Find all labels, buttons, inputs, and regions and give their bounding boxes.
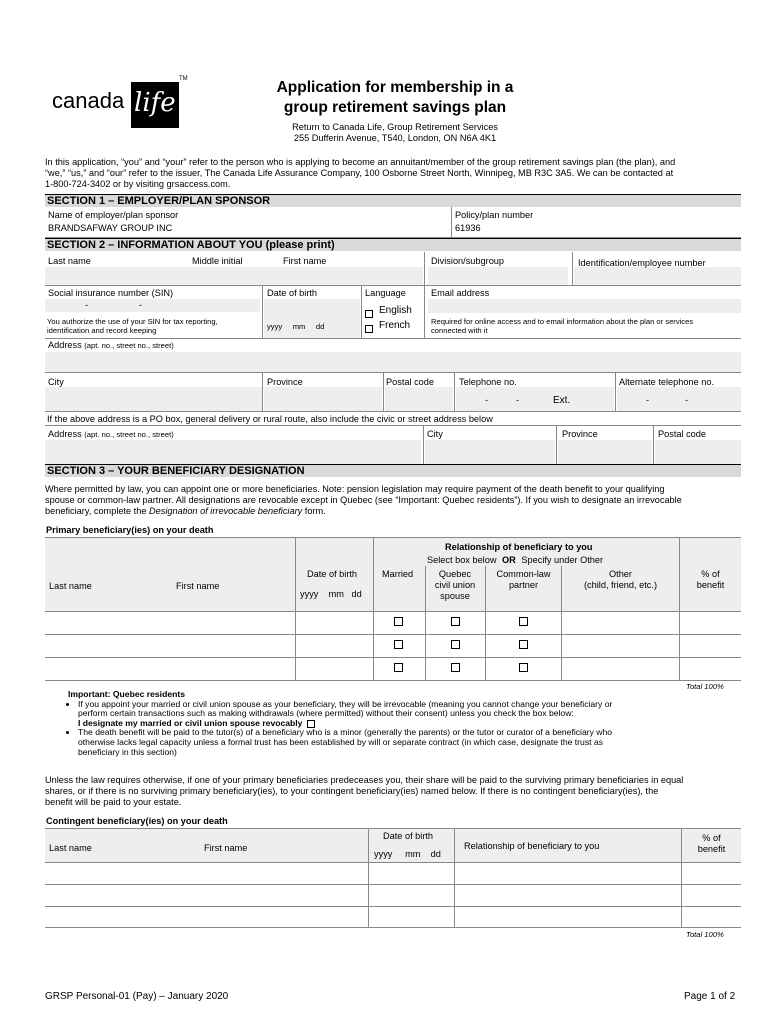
para-line3c: form. bbox=[302, 506, 326, 517]
checkbox-icon bbox=[365, 310, 373, 318]
dob-label: Date of birth bbox=[267, 288, 318, 298]
divider bbox=[679, 538, 680, 680]
policy-value[interactable]: 61936 bbox=[455, 223, 481, 233]
irrevocable-form-name: Designation of irrevocable beneficiary bbox=[149, 506, 303, 517]
important-list bbox=[60, 700, 740, 719]
divider bbox=[424, 285, 425, 338]
sin-note-line2: identification and record keeping bbox=[47, 326, 157, 335]
sin-dash2: - bbox=[139, 300, 143, 310]
para-line3a: beneficiary, complete the bbox=[45, 506, 150, 517]
c-pct2: benefit bbox=[697, 844, 726, 854]
divider bbox=[262, 373, 263, 411]
province-label: Province bbox=[267, 377, 303, 387]
section3-title: SECTION 3 – YOUR BENEFICIARY DESIGNATION bbox=[45, 464, 741, 477]
trademark: TM bbox=[179, 76, 188, 82]
col-quebec2: civil union bbox=[434, 580, 476, 590]
identification-label: Identification/employee number bbox=[578, 258, 706, 268]
revocable-checkbox[interactable] bbox=[307, 720, 315, 728]
quebec-checkbox-3[interactable] bbox=[451, 663, 460, 672]
quebec-checkbox-2[interactable] bbox=[451, 640, 460, 649]
sin-input[interactable] bbox=[45, 299, 260, 312]
postal2-label: Postal code bbox=[658, 429, 707, 439]
french-checkbox[interactable] bbox=[365, 320, 373, 338]
common-law-checkbox-1[interactable] bbox=[519, 617, 528, 626]
imp2-line3: beneficiary in this section) bbox=[78, 746, 177, 757]
brand-word: canada bbox=[52, 88, 125, 113]
contingent-total: Total 100% bbox=[686, 930, 724, 939]
sin-row bbox=[45, 285, 741, 339]
row-divider bbox=[45, 634, 741, 635]
divider bbox=[361, 285, 362, 338]
para-line3 bbox=[45, 506, 745, 517]
row-divider bbox=[45, 611, 741, 612]
alt-dash2: - bbox=[685, 395, 689, 405]
divider bbox=[423, 426, 424, 465]
col-dob-format: yyyy mm dd bbox=[300, 589, 362, 599]
return-line1: Return to Canada Life, Group Retirement Services bbox=[292, 122, 498, 132]
postal-input[interactable] bbox=[385, 387, 453, 411]
employer-value[interactable]: BRANDSAFWAY GROUP INC bbox=[48, 223, 173, 233]
rel-sub-or: OR bbox=[502, 555, 516, 565]
col-common-law bbox=[486, 569, 561, 591]
married-checkbox-1[interactable] bbox=[394, 617, 403, 626]
col-pct2: benefit bbox=[696, 580, 725, 590]
identification-input[interactable] bbox=[574, 267, 741, 285]
policy-label: Policy/plan number bbox=[455, 210, 534, 220]
province2-label: Province bbox=[562, 429, 598, 439]
contingent-col-last: Last name bbox=[49, 843, 92, 853]
col-other1: Other bbox=[609, 569, 632, 579]
married-checkbox-2[interactable] bbox=[394, 640, 403, 649]
important-item-1 bbox=[78, 700, 740, 719]
primary-total: Total 100% bbox=[686, 682, 724, 691]
po-box-note: If the above address is a PO box, general delivery or rural route, also include the civic or street address below bbox=[47, 414, 493, 424]
address-label-text: Address bbox=[48, 340, 82, 350]
section3-paragraph bbox=[45, 484, 745, 518]
row-divider bbox=[45, 862, 741, 863]
intro-line2: “we,” “us,” and “our” refer to the issuer, The Canada Life Assurance Company, 100 Osborne Street North, Winnipeg, MB R3C 3A5. We can be contacted at bbox=[45, 168, 674, 179]
form-title bbox=[240, 78, 550, 118]
return-address bbox=[240, 122, 550, 144]
unless-line1: Unless the law requires otherwise, if one of your primary beneficiaries predeceases you, their share will be paid to the surviving primary beneficiaries in equal bbox=[45, 775, 684, 785]
important-title: Important: Quebec residents bbox=[68, 689, 185, 699]
postal-label: Postal code bbox=[386, 377, 435, 387]
important-list-2 bbox=[60, 728, 740, 757]
rel-sub-a: Select box below bbox=[427, 555, 497, 565]
quebec-notice bbox=[60, 690, 740, 757]
col-percent bbox=[680, 569, 741, 591]
divider bbox=[424, 252, 425, 285]
brand-script: life bbox=[134, 88, 176, 118]
row-divider bbox=[45, 906, 741, 907]
middle-initial-label: Middle initial bbox=[192, 256, 243, 266]
ext-label: Ext. bbox=[553, 395, 571, 406]
contingent-heading: Contingent beneficiary(ies) on your death bbox=[46, 816, 228, 826]
sin-dash1: - bbox=[85, 300, 89, 310]
primary-beneficiary-table bbox=[45, 537, 741, 681]
alt-telephone-input[interactable] bbox=[617, 387, 741, 411]
section2-title: SECTION 2 – INFORMATION ABOUT YOU (please print) bbox=[45, 238, 741, 251]
primary-heading: Primary beneficiary(ies) on your death bbox=[46, 525, 214, 535]
divider bbox=[653, 426, 654, 465]
relationship-sub bbox=[427, 555, 603, 566]
para-line2: spouse or common-law partner. All designations are revocable except in Quebec (see “Important: Quebec residents”). If you wish to designate an irrevocable bbox=[45, 495, 682, 506]
city-input[interactable] bbox=[45, 387, 262, 411]
city-row bbox=[45, 373, 741, 412]
tel-dash2: - bbox=[516, 395, 520, 405]
c-pct1: % of bbox=[702, 833, 721, 843]
section1-title: SECTION 1 – EMPLOYER/PLAN SPONSOR bbox=[45, 194, 741, 207]
email-note-line2: connected with it bbox=[431, 326, 488, 335]
last-name-label: Last name bbox=[48, 256, 91, 266]
address2-input[interactable] bbox=[45, 440, 421, 465]
telephone-label: Telephone no. bbox=[459, 377, 517, 387]
divider bbox=[295, 538, 296, 680]
english-label: English bbox=[379, 305, 412, 316]
checkbox-icon bbox=[365, 325, 373, 333]
name-input-bg[interactable] bbox=[45, 267, 423, 285]
address-hint: (apt. no., street no., street) bbox=[84, 341, 174, 350]
address2-row bbox=[45, 425, 741, 466]
imp2-line1: • The death benefit will be paid to the tutor(s) of a beneficiary who is a minor (generally the parents) or the tutor or curator of a beneficiary who bbox=[78, 727, 613, 738]
title-line1: Application for membership in a bbox=[276, 79, 514, 96]
quebec-checkbox-1[interactable] bbox=[451, 617, 460, 626]
col-quebec bbox=[426, 569, 484, 602]
email-label: Email address bbox=[431, 288, 490, 298]
province2-input[interactable] bbox=[558, 440, 652, 465]
address2-label-text: Address bbox=[48, 429, 82, 439]
address2-label bbox=[48, 429, 174, 440]
intro-paragraph bbox=[45, 157, 745, 191]
dob-input[interactable] bbox=[264, 299, 360, 338]
french-label: French bbox=[379, 320, 411, 331]
divider bbox=[383, 373, 384, 411]
address2-hint: (apt. no., street no., street) bbox=[84, 430, 174, 439]
language-label: Language bbox=[365, 288, 406, 298]
section1-table bbox=[45, 207, 741, 238]
para-line1: Where permitted by law, you can appoint one or more beneficiaries. Note: pension legislation may require payment of the death benefit to your qualifying bbox=[45, 484, 665, 494]
contingent-col-percent bbox=[682, 833, 741, 855]
row-divider bbox=[45, 657, 741, 658]
col-pct1: % of bbox=[701, 569, 720, 579]
col-quebec3: spouse bbox=[440, 591, 470, 601]
common-law-checkbox-2[interactable] bbox=[519, 640, 528, 649]
return-line2: 255 Dufferin Avenue, T540, London, ON N6A 4K1 bbox=[293, 133, 497, 143]
unless-line2: shares, or if there is no surviving primary beneficiary(ies), to your contingent beneficiary(ies) named below. If there is no contingent beneficiary(ies), the bbox=[45, 786, 659, 797]
sin-note-line1: You authorize the use of your SIN for tax reporting, bbox=[47, 317, 218, 326]
important-item-2 bbox=[78, 728, 740, 757]
col-common2: partner bbox=[508, 580, 539, 590]
alt-dash1: - bbox=[646, 395, 650, 405]
contingent-beneficiary-table bbox=[45, 828, 741, 928]
imp2-line2: otherwise lacks legal capacity unless a formal trust has been established by will or separate contract (in which case, designate the trust as bbox=[78, 736, 603, 747]
contingent-col-relationship: Relationship of beneficiary to you bbox=[464, 841, 600, 851]
divider bbox=[373, 538, 374, 680]
divider bbox=[454, 829, 455, 927]
relationship-heading: Relationship of beneficiary to you bbox=[445, 542, 593, 552]
contingent-col-dob-format: yyyy mm dd bbox=[374, 849, 441, 859]
divider bbox=[615, 373, 616, 411]
unless-line3: benefit will be paid to your estate. bbox=[45, 797, 182, 808]
alt-telephone-label: Alternate telephone no. bbox=[619, 377, 715, 387]
canada-life-logo bbox=[52, 74, 192, 134]
divider bbox=[556, 426, 557, 465]
city2-label: City bbox=[427, 429, 443, 439]
divider bbox=[368, 829, 369, 927]
revocable-label: I designate my married or civil union spouse revocably bbox=[78, 717, 303, 728]
col-quebec1: Quebec bbox=[438, 569, 472, 579]
brand-script-box bbox=[131, 82, 179, 128]
col-common1: Common-law bbox=[496, 569, 551, 579]
intro-line1: In this application, “you” and “your” refer to the person who is applying to become an annuitant/member of the group retirement savings plan (the plan), and bbox=[45, 157, 676, 167]
divider bbox=[572, 252, 573, 285]
dob-format: yyyy mm dd bbox=[267, 322, 325, 331]
division-input[interactable] bbox=[428, 267, 568, 285]
intro-line3: 1-800-724-3402 or by visiting grsaccess.com. bbox=[45, 179, 231, 190]
form-id: GRSP Personal-01 (Pay) – January 2020 bbox=[45, 991, 229, 1002]
imp1-line2: perform certain transactions such as making withdrawals (where permitted) without their consent) unless you check the box below: bbox=[78, 708, 574, 719]
col-married: Married bbox=[382, 569, 414, 579]
contingent-col-dob: Date of birth bbox=[383, 831, 434, 841]
divider bbox=[451, 207, 452, 237]
col-other2: (child, friend, etc.) bbox=[583, 580, 657, 590]
rel-sub-b: Specify under Other bbox=[521, 555, 604, 565]
unless-paragraph bbox=[45, 775, 745, 809]
address-input[interactable] bbox=[45, 352, 741, 372]
common-law-checkbox-3[interactable] bbox=[519, 663, 528, 672]
contingent-col-first: First name bbox=[204, 843, 248, 853]
address-label bbox=[48, 340, 174, 351]
division-label: Division/subgroup bbox=[431, 256, 505, 266]
address-row bbox=[45, 338, 741, 373]
divider bbox=[454, 373, 455, 411]
province-input[interactable] bbox=[264, 387, 382, 411]
row-divider bbox=[45, 884, 741, 885]
postal2-input[interactable] bbox=[655, 440, 741, 465]
employer-label: Name of employer/plan sponsor bbox=[48, 210, 179, 220]
page-number: Page 1 of 2 bbox=[684, 991, 736, 1002]
divider bbox=[262, 285, 263, 338]
col-dob: Date of birth bbox=[307, 569, 358, 579]
title-line2: group retirement savings plan bbox=[283, 99, 507, 116]
tel-dash1: - bbox=[485, 395, 489, 405]
first-name-label: First name bbox=[283, 256, 327, 266]
imp1-line1: • If you appoint your married or civil union spouse as your beneficiary, they will be irrevocable (meaning you cannot change your beneficiary or bbox=[78, 698, 613, 709]
email-note-line1: Required for online access and to email information about the plan or services bbox=[431, 317, 694, 326]
email-input[interactable] bbox=[428, 299, 741, 313]
sin-label: Social insurance number (SIN) bbox=[48, 288, 174, 298]
col-other bbox=[562, 569, 679, 591]
city2-input[interactable] bbox=[425, 440, 555, 465]
col-last-name: Last name bbox=[49, 581, 92, 591]
telephone-input[interactable] bbox=[456, 387, 614, 411]
city-label: City bbox=[48, 377, 64, 387]
name-row bbox=[45, 252, 741, 286]
married-checkbox-3[interactable] bbox=[394, 663, 403, 672]
col-first-name: First name bbox=[176, 581, 220, 591]
